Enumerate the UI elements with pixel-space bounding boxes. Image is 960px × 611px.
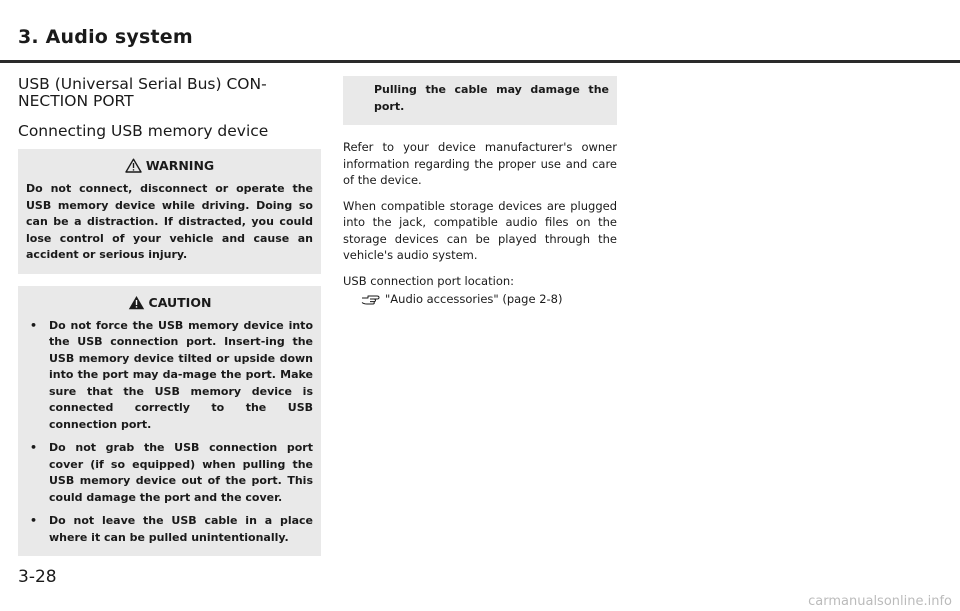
reference-text: "Audio accessories" (page 2-8): [385, 292, 563, 306]
paragraph: USB connection port location:: [343, 273, 515, 288]
caution-item-text: Do not leave the USB cable in a place where it can be pulled unintentionally.: [49, 514, 313, 544]
warning-box: [18, 149, 321, 274]
warning-header: [26, 158, 313, 173]
section-title: [18, 76, 321, 110]
warning-label: WARNING: [145, 158, 215, 173]
middle-column: [343, 76, 617, 310]
caution-item: [26, 440, 313, 506]
left-column: [18, 76, 321, 556]
paragraph: Refer to your device manufacturer's owner information regarding the proper use and care of the device.: [343, 140, 617, 187]
caution-continued-box: [343, 76, 617, 125]
subsection-title: Connecting USB memory device: [18, 122, 269, 140]
caution-item-text: Do not grab the USB connection port cover (if so equipped) when pulling the USB memory device out of the port. This could damage the port and the cover.: [49, 441, 313, 504]
caution-item-text: Do not force the USB memory device into the USB connection port. Insert-ing the USB memory device tilted or upside down into the port may da-mage the port. Make sure that the USB memory device is connected correctly to the USB connection port.: [49, 318, 313, 431]
caution-item: [26, 513, 313, 546]
caution-item: [26, 318, 313, 434]
caution-label: CAUTION: [148, 294, 212, 310]
header-rule: [0, 60, 960, 63]
caution-continued-text: Pulling the cable may damage the port.: [374, 83, 609, 113]
pointing-hand-icon: [361, 291, 380, 310]
watermark: carmanualsonline.info: [808, 594, 952, 609]
page-number: 3-28: [18, 567, 57, 587]
paragraph: When compatible storage devices are plugged into the jack, compatible audio files on the storage devices can be played through the vehicle's audio system.: [343, 198, 617, 262]
caution-triangle-icon: [128, 295, 145, 310]
chapter-title: 3. Audio system: [18, 26, 193, 48]
bullet-dot: •: [30, 441, 38, 454]
section-title-line2: NECTION PORT: [18, 92, 134, 110]
reference-link[interactable]: [343, 291, 617, 310]
warning-triangle-icon: [125, 158, 142, 173]
section-title-line1: USB (Universal Serial Bus) CON-: [18, 75, 267, 93]
bullet-dot: •: [30, 514, 38, 527]
caution-box: [18, 286, 321, 557]
warning-text: Do not connect, disconnect or operate the USB memory device while driving. Doing so can be a distraction. If distracted, you could lose control of your vehicle and cause an accident or serious injury.: [26, 182, 313, 261]
bullet-dot: •: [30, 318, 38, 332]
caution-header: [26, 295, 313, 310]
